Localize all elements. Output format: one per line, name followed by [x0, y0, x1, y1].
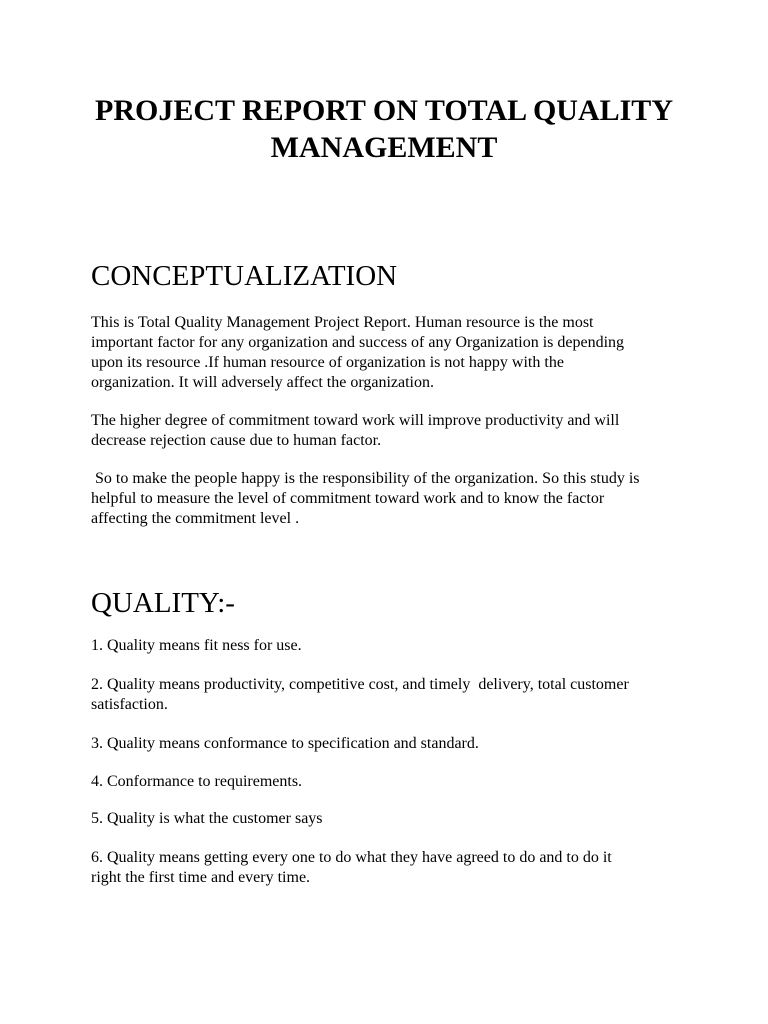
list-item	[91, 734, 691, 754]
text-line: 4. Conformance to requirements.	[91, 773, 303, 790]
text-line: important factor for any organization and success of any Organization is depending	[91, 334, 625, 351]
section-heading-quality: QUALITY:-	[91, 587, 235, 619]
list-item	[91, 848, 691, 888]
text-line: 5. Quality is what the customer says	[91, 810, 323, 827]
text-line: The higher degree of commitment toward work will improve productivity and will	[91, 412, 620, 429]
title-line: PROJECT REPORT ON TOTAL QUALITY	[95, 94, 673, 127]
list-item	[91, 809, 691, 829]
text-line: This is Total Quality Management Project Report. Human resource is the most	[91, 314, 594, 331]
paragraph	[91, 411, 691, 451]
text-line: 2. Quality means productivity, competitive cost, and timely delivery, total customer	[91, 676, 629, 693]
text-line: helpful to measure the level of commitment toward work and to know the factor	[91, 490, 605, 507]
text-line: upon its resource .If human resource of organization is not happy with the	[91, 354, 564, 371]
list-item	[91, 636, 691, 656]
list-item	[91, 675, 691, 715]
text-line: 1. Quality means fit ness for use.	[91, 637, 302, 654]
text-line: 6. Quality means getting every one to do what they have agreed to do and to do it	[91, 849, 612, 866]
text-line: organization. It will adversely affect the organization.	[91, 374, 434, 391]
text-line: So to make the people happy is the responsibility of the organization. So this study is	[91, 470, 640, 487]
title-line: MANAGEMENT	[270, 131, 498, 164]
document-title	[60, 92, 708, 166]
list-item	[91, 772, 691, 792]
text-line: 3. Quality means conformance to specification and standard.	[91, 735, 479, 752]
paragraph	[91, 313, 691, 393]
paragraph	[91, 469, 691, 529]
text-line: affecting the commitment level .	[91, 510, 300, 527]
text-line: satisfaction.	[91, 696, 168, 713]
text-line: right the first time and every time.	[91, 869, 311, 886]
section-heading-conceptualization: CONCEPTUALIZATION	[91, 260, 398, 292]
text-line: decrease rejection cause due to human factor.	[91, 432, 382, 449]
